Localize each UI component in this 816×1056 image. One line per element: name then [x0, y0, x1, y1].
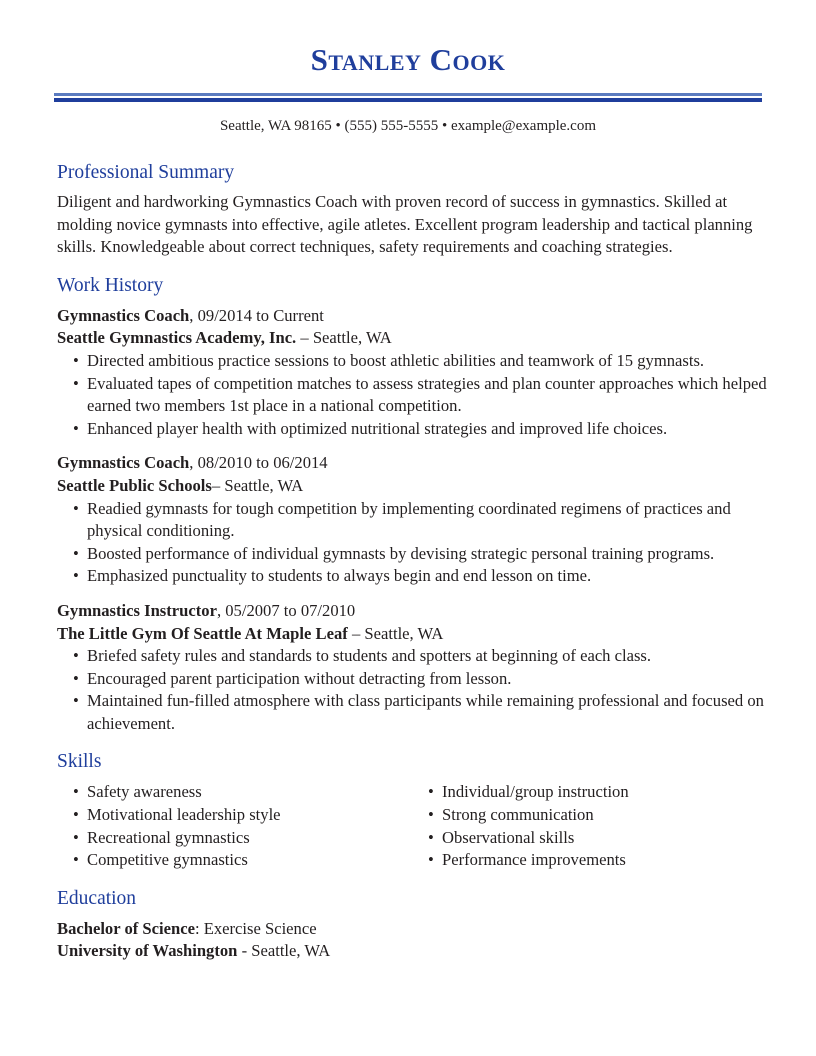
education-section [57, 886, 767, 963]
employer: The Little Gym Of Seattle At Maple Leaf [57, 623, 348, 643]
job-bullet: • Directed ambitious practice sessions to boost athletic abilities and teamwork of 15 gymnasts. [87, 350, 767, 373]
job-entry [57, 452, 767, 588]
employer-line [57, 327, 767, 350]
job-dates: , 08/2010 to 06/2014 [189, 453, 328, 473]
degree-line [57, 918, 767, 941]
job-bullet: • Briefed safety rules and standards to students and spotters at beginning of each class. [87, 645, 767, 668]
employer-location: – Seattle, WA [347, 623, 444, 643]
summary-heading: Professional Summary [57, 162, 235, 183]
job-title: Gymnastics Coach [57, 453, 190, 473]
school: University of Washington [57, 941, 238, 961]
summary-text: Diligent and hardworking Gymnastics Coach with proven record of success in gymnastics. Skilled at molding novice gymnasts into effective, agile atletes. Excellent program leadership and tactical planning skills. Knowledgeable about correct techniques, safety requirements and coaching strategies. [57, 192, 753, 257]
skill-item: • Recreational gymnastics [87, 827, 412, 850]
skill-item: • Individual/group instruction [442, 781, 767, 804]
education-heading: Education [57, 887, 137, 909]
job-bullet: • Encouraged parent participation without detracting from lesson. [87, 668, 767, 691]
skills-list-left [57, 781, 412, 871]
skill-item: • Safety awareness [87, 781, 412, 804]
job-entry [57, 600, 767, 736]
job-title-line [57, 600, 767, 623]
job-bullet: • Readied gymnasts for tough competition by implementing coordinated regimens of practices and physical conditioning. [87, 498, 767, 543]
resume-content [57, 160, 767, 963]
job-title: Gymnastics Coach [57, 305, 190, 325]
job-title-line [57, 305, 767, 328]
header-rule-dark [54, 98, 762, 102]
school-location: - Seattle, WA [237, 941, 331, 961]
skills-list-right [412, 781, 767, 871]
candidate-name: Stanley Cook [310, 42, 506, 77]
employer-line [57, 623, 767, 646]
contact-info: Seattle, WA 98165 • (555) 555-5555 • example@example.com [219, 118, 597, 134]
job-bullets [57, 498, 767, 588]
employer: Seattle Public Schools [57, 475, 212, 495]
summary-section [57, 160, 767, 259]
skill-item: • Strong communication [442, 804, 767, 827]
job-bullet: • Evaluated tapes of competition matches to assess strategies and plan counter approaches which helped earned two members 1st place in a national competition. [87, 373, 767, 418]
job-title-line [57, 452, 767, 475]
job-bullet: • Boosted performance of individual gymnasts by devising strategic personal training programs. [87, 543, 767, 566]
employer-location: – Seattle, WA [211, 475, 304, 495]
skills-heading: Skills [57, 751, 102, 773]
employer: Seattle Gymnastics Academy, Inc. [57, 328, 297, 348]
employer-location: – Seattle, WA [296, 328, 392, 348]
degree: Bachelor of Science [57, 918, 195, 938]
header-rule-light [54, 93, 762, 96]
job-bullets [57, 350, 767, 440]
job-title: Gymnastics Instructor [57, 600, 217, 620]
job-entry [57, 305, 767, 441]
job-bullet: • Enhanced player health with optimized nutritional strategies and improved life choices. [87, 418, 767, 441]
job-dates: , 05/2007 to 07/2010 [216, 600, 356, 620]
skill-item: • Competitive gymnastics [87, 849, 412, 872]
employer-line [57, 475, 767, 498]
field: : Exercise Science [194, 918, 317, 938]
work-history-section [57, 273, 767, 736]
school-line [57, 940, 767, 963]
job-bullets [57, 645, 767, 735]
work-history-heading: Work History [57, 274, 164, 296]
job-bullet: • Maintained fun-filled atmosphere with class participants while remaining professional and focused on achievement. [87, 690, 767, 735]
skill-item: • Performance improvements [442, 849, 767, 872]
job-bullet: • Emphasized punctuality to students to always begin and end lesson on time. [87, 565, 767, 588]
skills-section [57, 749, 767, 871]
skill-item: • Motivational leadership style [87, 804, 412, 827]
job-dates: , 09/2014 to Current [189, 305, 324, 325]
skill-item: • Observational skills [442, 827, 767, 850]
